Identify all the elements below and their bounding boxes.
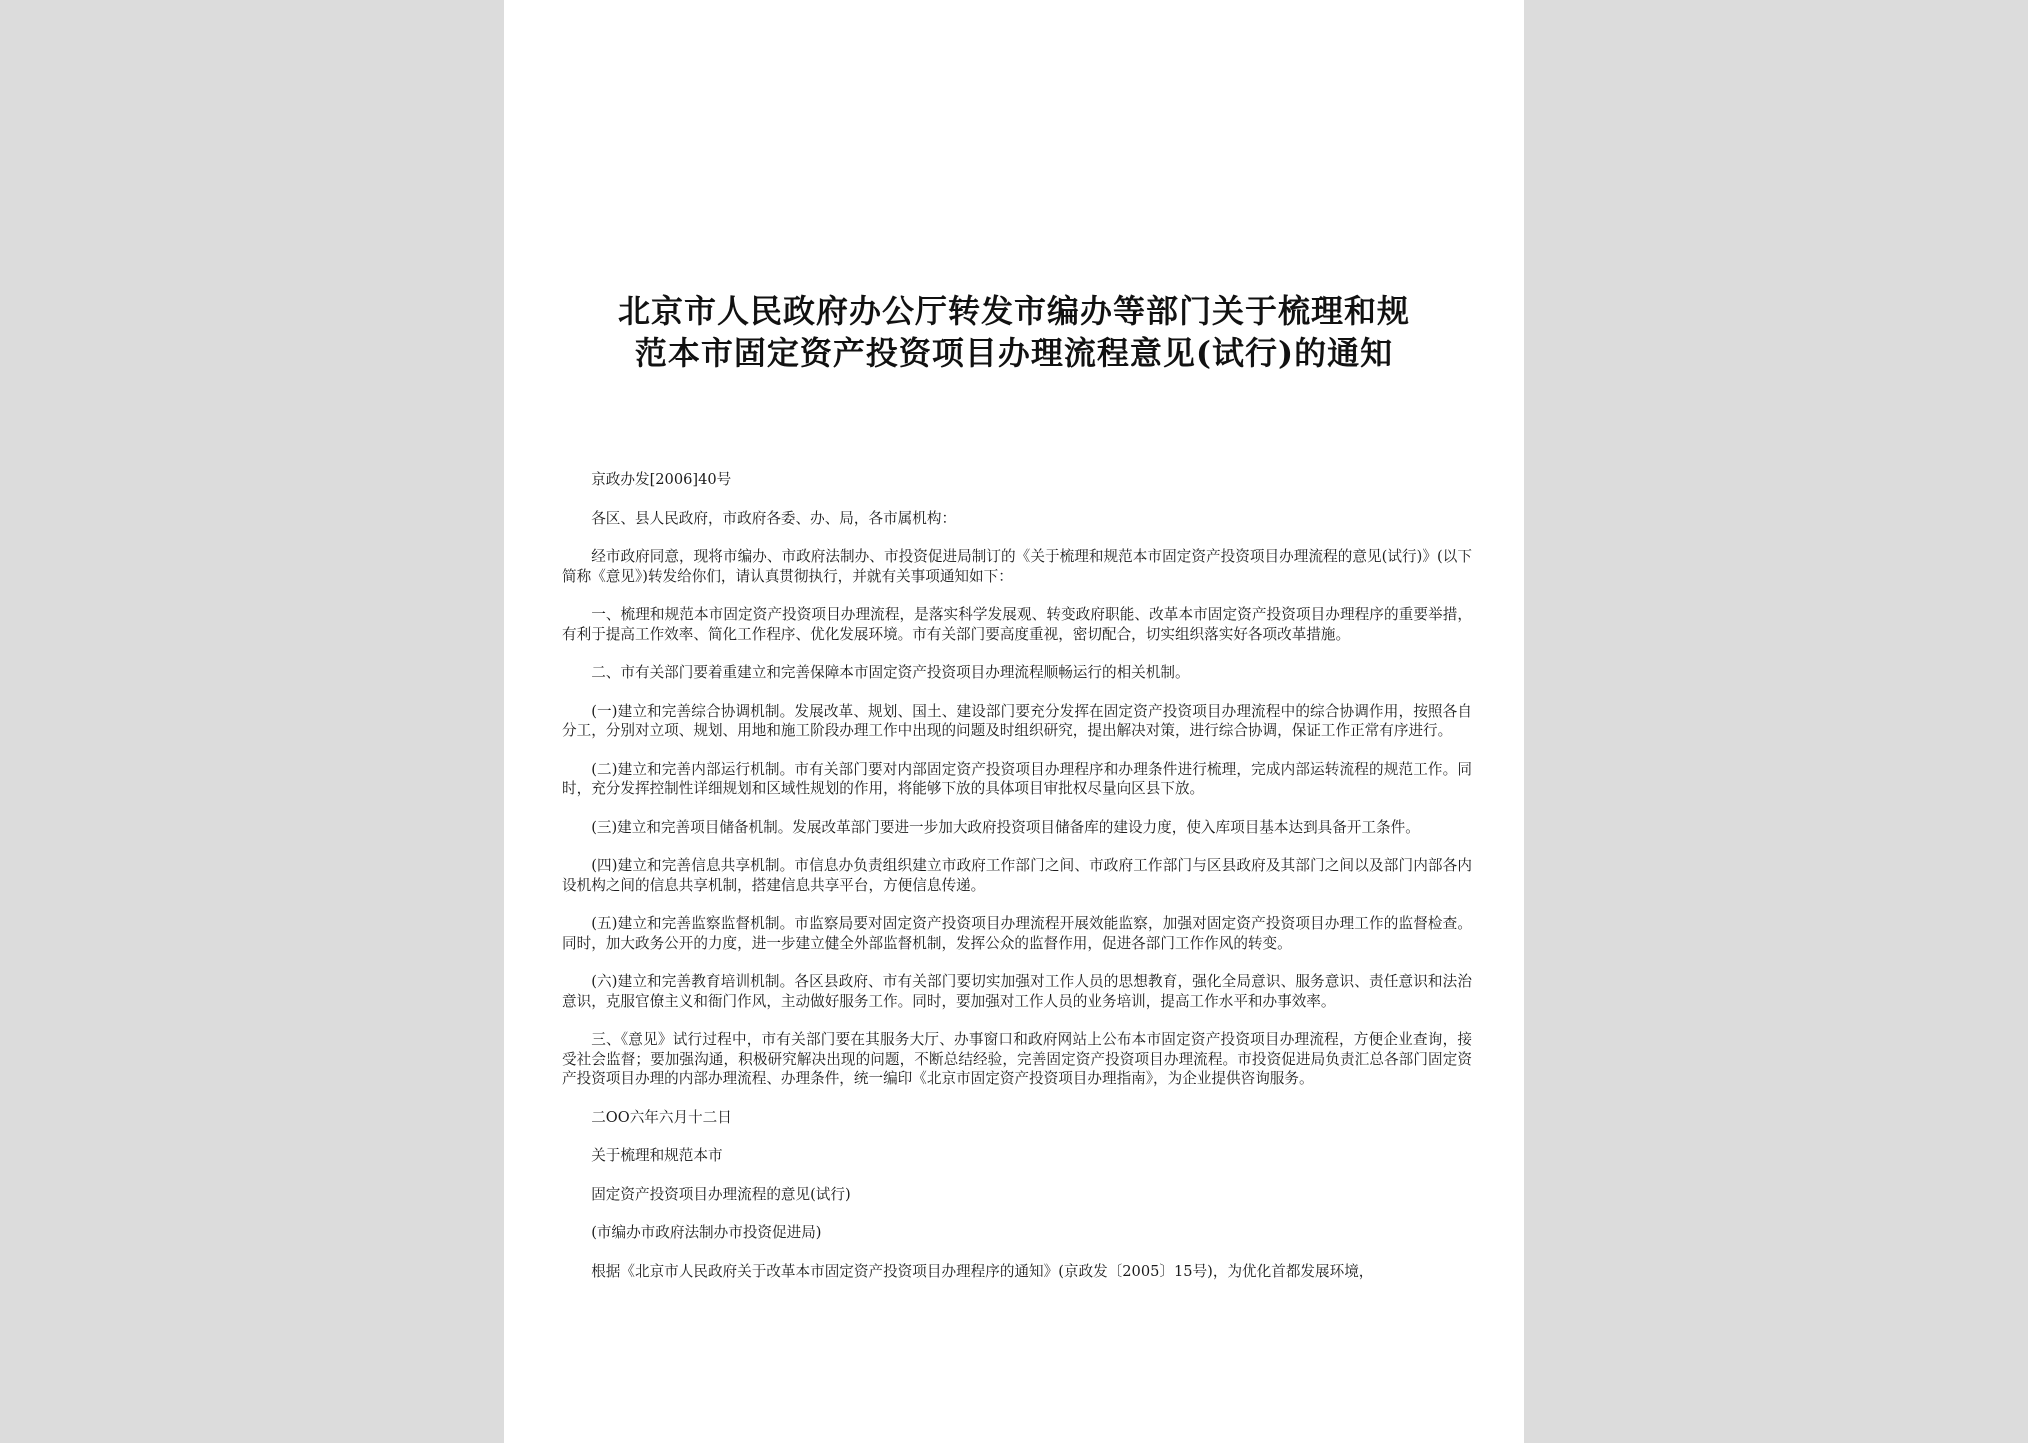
paragraph-1: 一、梳理和规范本市固定资产投资项目办理流程，是落实科学发展观、转变政府职能、改革本市固定资产投资项目办理程序的重要举措，有利于提高工作效率、简化工作程序、优化发展环境。市有关部门要高度重视，密切配合，切实组织落实好各项改革措施。 bbox=[562, 606, 1472, 643]
addressee: 各区、县人民政府，市政府各委、办、局，各市属机构： bbox=[591, 509, 957, 527]
paragraph-2-1: (一)建立和完善综合协调机制。发展改革、规划、国土、建设部门要充分发挥在固定资产投资项目办理流程中的综合协调作用，按照各自分工，分别对立项、规划、用地和施工阶段办理工作中出现的问题及时组织研究，提出解决对策，进行综合协调，保证工作正常有序进行。 bbox=[562, 702, 1472, 739]
title-line-1: 北京市人民政府办公厅转发市编办等部门关于梳理和规 bbox=[617, 292, 1410, 330]
paragraph-2: 二、市有关部门要着重建立和完善保障本市固定资产投资项目办理流程顺畅运行的相关机制。 bbox=[591, 664, 1190, 681]
paragraph-intro: 经市政府同意，现将市编办、市政府法制办、市投资促进局制订的《关于梳理和规范本市固定资产投资项目办理流程的意见(试行)》(以下简称《意见》)转发给你们，请认真贯彻执行，并就有关事项通知如下： bbox=[562, 548, 1472, 585]
document-number: 京政办发[2006]40号 bbox=[591, 471, 732, 488]
paragraph-3: 三、《意见》试行过程中，市有关部门要在其服务大厅、办事窗口和政府网站上公布本市固定资产投资项目办理流程，方便企业查询，接受社会监督；要加强沟通，积极研究解决出现的问题，不断总结经验，完善固定资产投资项目办理流程。市投资促进局负责汇总各部门固定资产投资项目办理的内部办理流程、办理条件，统一编印《北京市固定资产投资项目办理指南》，为企业提供咨询服务。 bbox=[562, 1031, 1472, 1087]
document-date: 二OO六年六月十二日 bbox=[591, 1108, 732, 1126]
paragraph-2-2: (二)建立和完善内部运行机制。市有关部门要对内部固定资产投资项目办理程序和办理条件进行梳理，完成内部运转流程的规范工作。同时，充分发挥控制性详细规划和区域性规划的作用，将能够下放的具体项目审批权尽量向区县下放。 bbox=[562, 760, 1472, 797]
paragraph-2-6: (六)建立和完善教育培训机制。各区县政府、市有关部门要切实加强对工作人员的思想教育，强化全局意识、服务意识、责任意识和法治意识，克服官僚主义和衙门作风，主动做好服务工作。同时，要加强对工作人员的业务培训，提高工作水平和办事效率。 bbox=[562, 973, 1472, 1010]
annex-title-line-2: 固定资产投资项目办理流程的意见(试行) bbox=[591, 1185, 851, 1203]
annex-issuers: (市编办市政府法制办市投资促进局) bbox=[591, 1224, 822, 1241]
document-body bbox=[562, 470, 1472, 1300]
annex-title-line-1: 关于梳理和规范本市 bbox=[591, 1147, 723, 1164]
paragraph-2-3: (三)建立和完善项目储备机制。发展改革部门要进一步加大政府投资项目储备库的建设力度，使入库项目基本达到具备开工条件。 bbox=[591, 818, 1420, 836]
document-title bbox=[564, 290, 1464, 374]
document-page bbox=[504, 0, 1524, 1443]
paragraph-2-4: (四)建立和完善信息共享机制。市信息办负责组织建立市政府工作部门之间、市政府工作部门与区县政府及其部门之间以及部门内部各内设机构之间的信息共享机制，搭建信息共享平台，方便信息传递。 bbox=[562, 857, 1472, 894]
annex-paragraph-1: 根据《北京市人民政府关于改革本市固定资产投资项目办理程序的通知》(京政发〔2005〕15号)，为优化首都发展环境， bbox=[591, 1262, 1374, 1280]
paragraph-2-5: (五)建立和完善监察监督机制。市监察局要对固定资产投资项目办理流程开展效能监察，加强对固定资产投资项目办理工作的监督检查。同时，加大政务公开的力度，进一步建立健全外部监督机制，发挥公众的监督作用，促进各部门工作作风的转变。 bbox=[562, 915, 1472, 952]
title-line-2: 范本市固定资产投资项目办理流程意见(试行)的通知 bbox=[634, 334, 1394, 372]
